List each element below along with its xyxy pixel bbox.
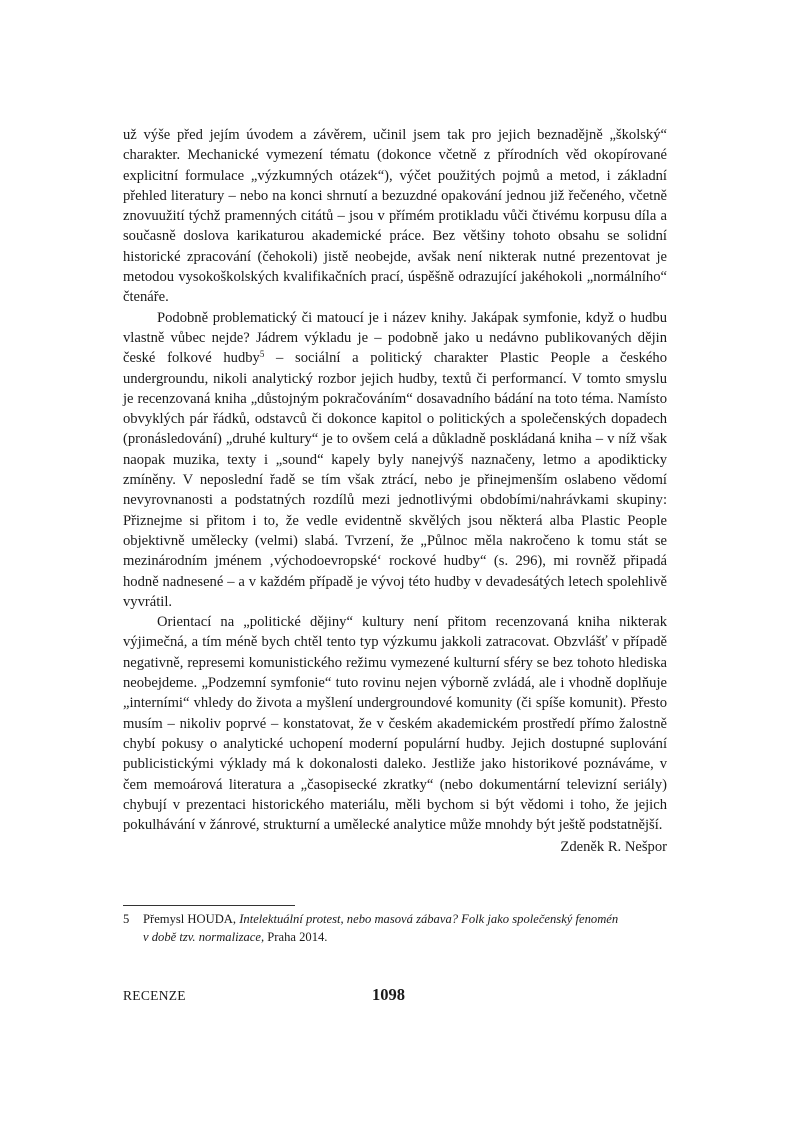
paragraph-2: [123, 308, 667, 612]
page-number: 1098: [372, 985, 405, 1004]
author-signature: Zdeněk R. Nešpor: [560, 839, 667, 856]
paragraph-1: už výše před jejím úvodem a závěrem, učinil jsem tak pro jejich beznadějně „školský“ charakter. Mechanické vymezení tématu (dokonce včetně z přírodních věd okopírované explicitní formulace „výzkumných otázek“), výčet použitých pojmů a metod, i základní přehled literatury – nebo na konci shrnutí a bezuzdné opakování jednou již řečeného, včetně znovuužití týchž pramenných citátů – jsou v přímém protikladu vůči čtivému korpusu díla a současně doslova karikaturou akademické práce. Bez většiny tohoto obsahu se solidní historické zpracování (čehokoli) jistě neobejde, avšak není nikterak nutné prezentovat je metodou vysokoškolských kvalifikačních prací, úspěšně odrazující jakéhokoli „normálního“ čtenáře.: [123, 127, 667, 306]
footnote-publication: Praha 2014.: [264, 930, 328, 944]
paragraph-2-text-b: – sociální a politický charakter Plastic People a českého undergroundu, nikoli analytický rozbor jejich hudby, textů či performancí. V tomto smyslu je recenzovaná kniha „důstojným pokračováním“ dosavadního bádání na toto téma. Namísto obvyklých pár řádků, odstavců či dokonce kapitol o politických a společenských dopadech (pronásledování) „druhé kultury“ je to ovšem celá a důkladně poskládaná kniha – v níž však naopak muzika, texty i „sound“ kapely byly nanejvýš naznačeny, letmo a apodikticky zmíněny. V neposlední řadě se tím však ztrácí, nebo je přinejmenším oslabeno vědomí nevyrovnanosti a podstatných rozdílů mezi jednotlivými obdobími/nahrávkami skupiny: Přiznejme si přitom i to, že vedle evidentně skvělých jsou některá alba Plastic People objektivně umělecky (velmi) slabá. Tvrzení, že „Půlnoc měla nakročeno k tomu stát se mezinárodním jménem ‚východoevropské‘ rockové hudby“ (s. 296), mi rovněž připadá hodně nadnesené – a v každém případě je vývoj této hudby v devadesátých letech spolehlivě vyvrátil.: [123, 350, 667, 610]
footnote-number: 5: [123, 912, 130, 926]
review-body: [123, 125, 667, 858]
footnote-reference: 5: [259, 349, 265, 360]
paragraph-3: Orientací na „politické dějiny“ kultury není přitom recenzovaná kniha nikterak výjimečná, a tím méně bych chtěl tento typ výzkumu jakkoli zatracovat. Obzvlášť v případě negativně, represemi komunistického režimu vymezené kulturní sféry se bez tohoto hlediska neobejdeme. „Podzemní symfonie“ tuto rovinu nejen výborně zvládá, ale i vhodně doplňuje „interními“ vhledy do života a myšlení undergroundové komunity (či spíše komunit). Přesto musím – nikoliv poprvé – konstatovat, že v českém akademickém prostředí přímo žalostně chybí pokusy o analytické uchopení moderní populární hudby. Jejich dostupné suplování publicistickými výklady má k dokonalosti daleko. Jestliže jako historikové poznáváme, v čem memoárová literatura a „časopisecké zkratky“ (nebo dokumentární televizní seriály) chybují v prezentaci historického materiálu, měli bychom si být vědomi i toho, že jejich pokulhávání v žánrové, strukturní a umělecké analytice může mnohdy být ještě podstatnější.: [123, 614, 667, 834]
footnote-author: Přemysl HOUDA,: [143, 912, 240, 926]
section-label: RECENZE: [123, 988, 186, 1003]
footnote: [123, 910, 667, 946]
footnote-divider: [123, 905, 295, 906]
footnote-title-line-2: v době tzv. normalizace,: [143, 930, 265, 944]
paragraph-2-text-a: Podobně problematický či matoucí je i název knihy. Jakápak symfonie, když o hudbu vlastně vůbec nejde? Jádrem výkladu je – podobně jako u nedávno publikovaných dějin české folkové hudby: [123, 309, 667, 367]
footnote-line-2: [123, 928, 667, 946]
footnote-title-line-1: Intelektuální protest, nebo masová zábava? Folk jako společenský fenomén: [239, 912, 619, 926]
